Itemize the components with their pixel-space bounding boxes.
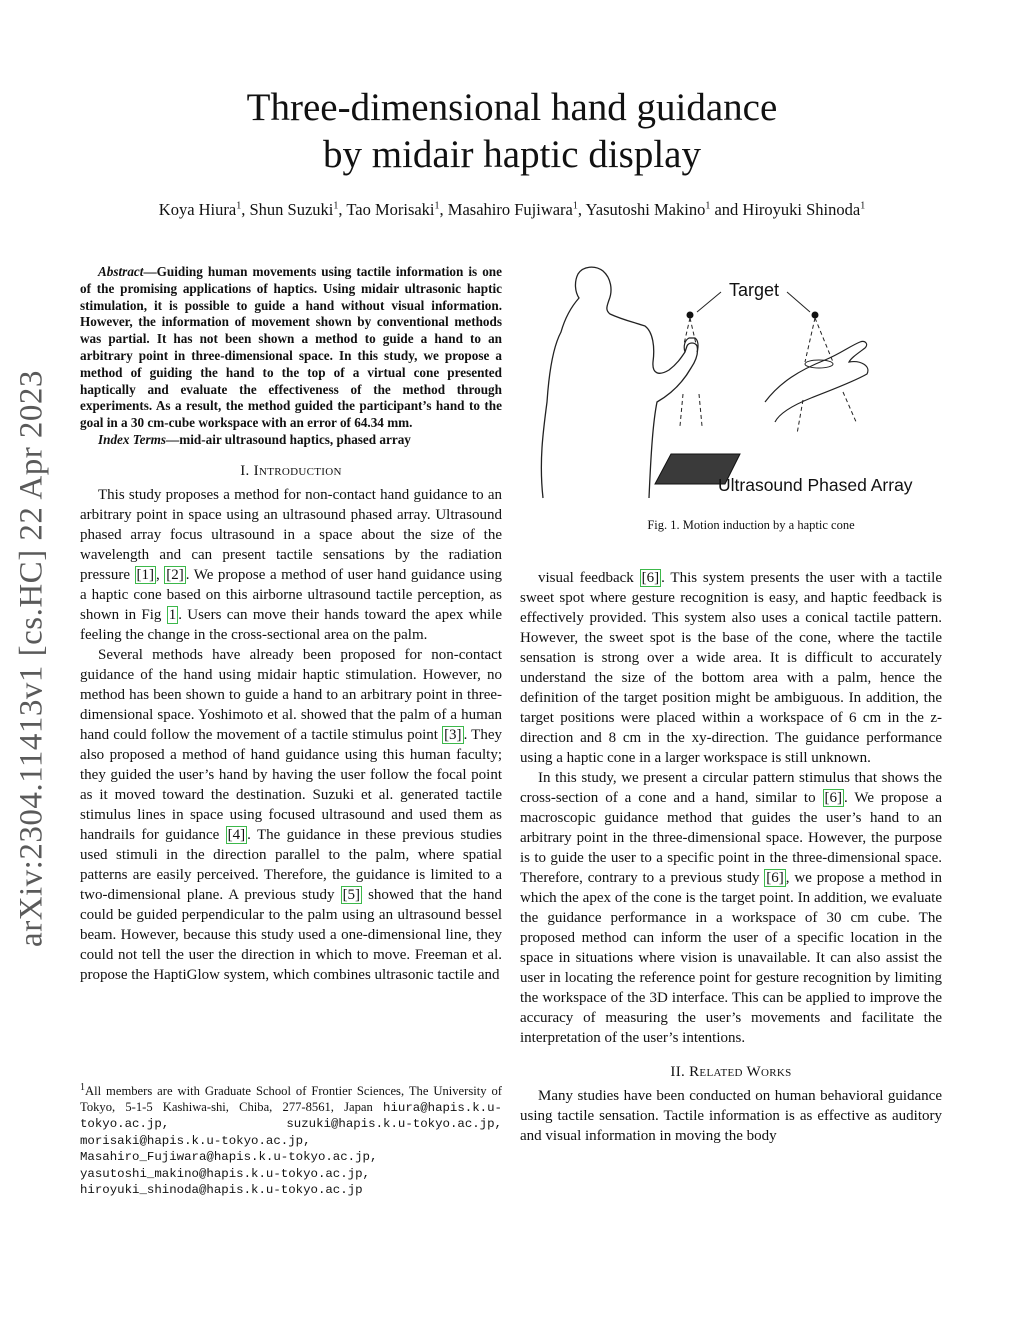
paragraph: Several methods have already been proposed for non-contact guidance of the hand using midair haptic stimulation. However, no method has been shown to guide a hand to an arbitrary point in three-dimensional space. Yoshimoto et al. showed that the palm of a human hand could follow the movement of a tactile stimulus point [3] . They also proposed a method of hand guidance using this human faculty; they guided the user’s hand by having the user follow the focal point as it moved toward the destination. Suzuki et al. generated tactile stimulus lines in space using focused ultrasound and used them as handrails for guidance [4] . The guidance in these previous studies used stimuli in the direction parallel to the palm, where spatial patterns are easily perceived. Therefore, the guidance is limited to a two-dimensional plane. A previous study [5] showed that the hand could be guided perpendicular to the palm using an ultrasound bessel beam. However, because this study used a one-dimensional line, they could not tell the user the direction in which to move. Freeman et al. propose the HaptiGlow system, which combines ultrasonic tactile and [80, 646, 502, 983]
section-heading-introduction [80, 461, 502, 481]
abstract [80, 264, 502, 432]
figure-1 [535, 262, 945, 502]
paragraph: visual feedback [6] . This system presents the user with a tactile sweet spot where gesture recognition is easy, and haptic feedback is effectively provided. This system also uses a conical tactile pattern. However, the sweet spot is the base of the cone, where the tactile sensation is strong over a wide area. It is difficult to accurately understand the size of the bottom area with a palm, hence the definition of the target position might be ambiguous. In addition, the target positions were placed within a workspace of 6 cm in the z-direction and 8 cm in the xy-direction. The guidance performance using a haptic cone in a larger workspace is still unknown. [520, 570, 942, 766]
email-address: yasutoshi_makino@hapis.k.u-tokyo.ac.jp, [80, 1166, 370, 1181]
figure-1-caption: Fig. 1. Motion induction by a haptic cone [647, 518, 855, 532]
paragraph: In this study, we present a circular pattern stimulus that shows the cross-section of a cone and a hand, similar to [6] . We propose a macroscopic guidance method that guides the user’s hand to an arbitrary point in the three-dimensional space. However, the purpose is to guide the user to a specific point in the three-dimensional space. Therefore, contrary to a previous study [6] , we propose a method in which the apex of the cone is the target point. In addition, we evaluate the guidance performance in a workspace of 30 cm cube. The proposed method can inform the user of a specific location in the space in situations where vision is unavailable. It can also assist the user in locating the reference point for gesture recognition by limiting the workspace of the 3D interface. This can be applied to improve the accuracy of measuring the user’s movements and facilitate the interpretation of the user’s intentions. [520, 770, 942, 1046]
citation-link[interactable]: [5] [342, 886, 361, 903]
abstract-label: Abstract [98, 264, 144, 279]
figure-label-target: Target [728, 280, 780, 300]
arxiv-identifier: arXiv:2304.11413v1 [cs.HC] 22 Apr 2023 [13, 370, 50, 947]
footnote-emails [80, 1100, 502, 1197]
paragraph: This study proposes a method for non-contact hand guidance to an arbitrary point in space using an ultrasound phased array. Ultrasound phased array focus ultrasound in a space about the size of the wavelength and can present tactile sensations by the radiation pressure [1] , [2] . We propose a method of user hand guidance using a haptic cone based on this airborne ultrasound tactile perception, as shown in Fig 1 . Users can move their hands toward the apex while feeling the change in the cross-sectional area on the palm. [80, 486, 503, 643]
left-column [80, 264, 502, 985]
author-name: Shun Suzuki [249, 200, 334, 219]
right-hand-drawing [765, 341, 868, 422]
email-address: Masahiro_Fujiwara@hapis.k.u-tokyo.ac.jp, [80, 1150, 378, 1165]
paper-title [0, 84, 1024, 178]
index-terms-label: Index Terms [98, 431, 167, 447]
author-name: Tao Morisaki [346, 200, 435, 219]
affiliation-footnote [80, 1080, 502, 1199]
index-terms [80, 432, 502, 449]
author-name: Masahiro Fujiwara [447, 200, 573, 219]
target-point-right [812, 312, 819, 319]
section-number: I. [240, 462, 254, 479]
abstract-text: —Guiding human movements using tactile information is one of the promising applications of haptics. Using midair ultrasonic haptic stimulation, it is possible to guide a hand without visual information. However, the information of movement shown by conventional methods was partial. It has not been shown a method to guide a hand to an arbitrary point in three-dimensional space. In this study, we propose a method of guiding the hand to the top of a virtual cone presented haptically and evaluate the effectiveness of the method through experiments. As a result, the method guided the participant’s hand to the goal in a 30 cm-cube workspace with an error of 64.34 mm. [80, 264, 502, 431]
citation-link[interactable]: [6] [641, 570, 660, 586]
right-column-body [520, 568, 942, 1048]
author-name: Yasutoshi Makino [585, 200, 706, 219]
section-title: Related Works [689, 1064, 792, 1080]
citation-link[interactable]: [2] [166, 566, 184, 583]
email-address: hiroyuki_shinoda@hapis.k.u-tokyo.ac.jp [80, 1183, 363, 1198]
footnote-marker: 1 [80, 1082, 85, 1093]
citation-link[interactable]: [1] [136, 566, 155, 583]
related-works-body [520, 1086, 942, 1146]
author-name: Hiroyuki Shinoda [742, 200, 861, 219]
section-heading-related-works [520, 1062, 942, 1082]
email-address: hiura@hapis.k.u-tokyo.ac.jp, [80, 1100, 502, 1132]
paragraph: Many studies have been conducted on human behavioral guidance using tactile sensation. Tactile information is as effective as auditory and visual information in moving the body [520, 1088, 942, 1144]
email-address: suzuki@hapis.k.u-tokyo.ac.jp, [286, 1117, 502, 1132]
citation-link[interactable]: [6] [824, 790, 843, 806]
figure-1-illustration [535, 262, 945, 502]
index-terms-text: —mid-air ultrasound haptics, phased array [166, 431, 411, 447]
footnote-text: All members are with Graduate School of Frontier Sciences, The University of Tokyo, 5-1-5 Kashiwa-shi, Chiba, 277-8561, Japan [80, 1084, 502, 1114]
right-column [520, 568, 942, 1146]
email-address: morisaki@hapis.k.u-tokyo.ac.jp, [80, 1133, 311, 1148]
citation-link[interactable]: 1 [168, 606, 177, 623]
citation-link[interactable]: [4] [227, 826, 246, 843]
author-name: Koya Hiura [158, 200, 237, 219]
figure-label-array: Ultrasound Phased Array [718, 475, 913, 495]
citation-link[interactable]: [3] [444, 726, 462, 743]
author-list: Koya Hiura$^1$, Shun Suzuki$^1$, Tao Morisaki$^1$, Masahiro Fujiwara$^1$, Yasutoshi Makino$^1$ and Hiroyuki Shinoda$^1$ [158, 200, 866, 219]
title-line-2: by midair haptic display [322, 133, 701, 176]
title-line-1: Three-dimensional hand guidance [246, 86, 778, 129]
citation-link[interactable]: [6] [766, 870, 784, 886]
target-point-left [687, 312, 694, 319]
section-title: Introduction [253, 462, 342, 479]
introduction-body [80, 485, 502, 985]
section-number: II. [670, 1064, 690, 1080]
